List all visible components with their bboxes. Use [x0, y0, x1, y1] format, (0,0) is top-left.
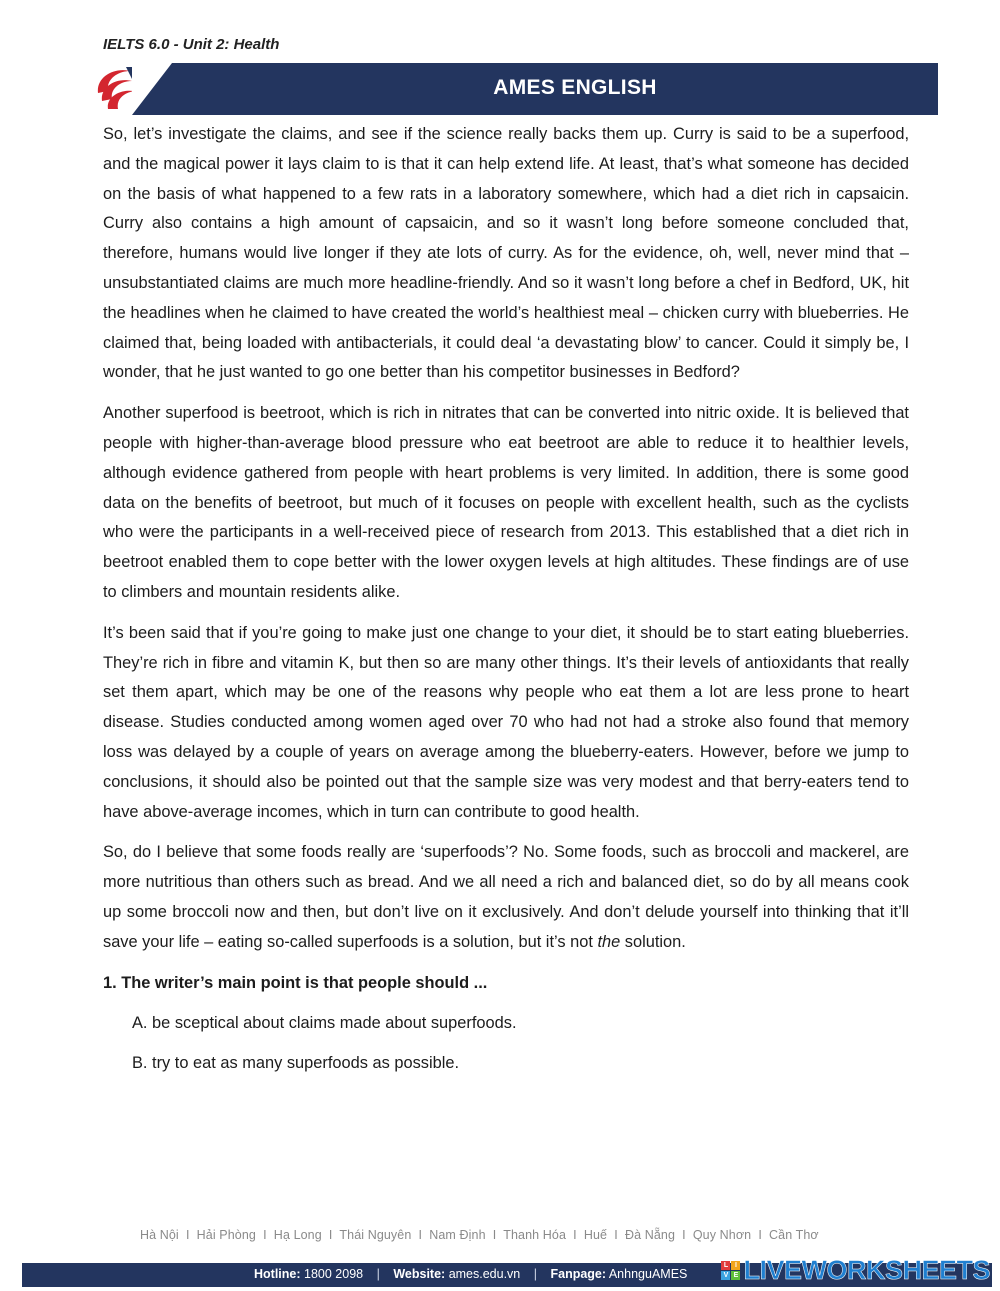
question-stem: 1. The writer’s main point is that people should ... — [103, 973, 488, 992]
footer-contact — [254, 1267, 687, 1281]
footer-cities: Hà Nội I Hải Phòng I Hạ Long I Thái Nguyên I Nam Định I Thanh Hóa I Huế I Đà Nẵng I Quy Nhơn I Cần Thơ — [140, 1228, 819, 1242]
paragraph-curry: So, let’s investigate the claims, and see if the science really backs them up. Curry is said to be a superfood, and the magical power it lays claim to is that it can help extend life. At least, that’s what someone has decided on the basis of what happened to a few rats in a laboratory somewhere, which had a diet rich in capsaicin. Curry also contains a high amount of capsaicin, and so it wasn’t long before someone concluded that, therefore, humans would live longer if they ate lots of curry. As for the evidence, oh, well, never mind that – unsubstantiated claims are much more headline-friendly. And so it wasn’t long before a chef in Bedford, UK, hit the headlines when he claimed to have created the world’s healthiest meal – chicken curry with blueberries. He claimed that, being loaded with antibacterials, it could deal ‘a devastating blow’ to cancer. Could it simply be, I wonder, that he just wanted to go one better than his competitor businesses in Bedford? — [103, 125, 909, 382]
answer-option-a[interactable]: A. be sceptical about claims made about superfoods. — [132, 1014, 517, 1033]
fanpage-label: Fanpage: — [550, 1267, 607, 1281]
badge-letter: V — [721, 1271, 730, 1280]
conclusion-text: So, do I believe that some foods really are ‘superfoods’? No. Some foods, such as broccoli and mackerel, are more nutritious than others such as bread. And we all need a rich and balanced diet, so do by all means cook up some broccoli now and then, but don’t live on it exclusively. And don’t delude yourself into thinking that it’ll save your life – eating so-called superfoods is a solution, but it’s not — [103, 843, 909, 951]
header-banner — [92, 63, 938, 115]
badge-letter: L — [721, 1261, 730, 1270]
answer-option-b[interactable]: B. try to eat as many superfoods as possible. — [132, 1054, 460, 1073]
footer-separator: | — [533, 1267, 537, 1281]
fanpage-link[interactable]: AnhnguAMES — [608, 1267, 688, 1281]
document-header-label: IELTS 6.0 - Unit 2: Health — [103, 36, 280, 53]
footer-separator: | — [376, 1267, 380, 1281]
conclusion-end: solution. — [620, 932, 686, 951]
badge-letter: E — [731, 1271, 740, 1280]
liveworksheets-badge-icon — [721, 1261, 740, 1280]
website-label: Website: — [393, 1267, 446, 1281]
liveworksheets-watermark — [721, 1253, 990, 1287]
hotline-label: Hotline: — [254, 1267, 301, 1281]
watermark-text: LIVEWORKSHEETS — [743, 1255, 990, 1285]
banner-title: AMES ENGLISH — [493, 76, 657, 99]
paragraph-beetroot: Another superfood is beetroot, which is rich in nitrates that can be converted into nitric oxide. It is believed that people with higher-than-average blood pressure who eat beetroot are able to reduce it to healthier levels, although evidence gathered from people with heart problems is very limited. In addition, there is some good data on the benefits of beetroot, but much of it focuses on people with excellent health, such as the cyclists who were the participants in a well-received piece of research from 2013. This established that a diet rich in beetroot enabled them to cope better with the lower oxygen levels at high altitudes. These findings are of use to climbers and mountain residents alike. — [103, 404, 909, 601]
hotline-number[interactable]: 1800 2098 — [304, 1267, 364, 1281]
paragraph-blueberries: It’s been said that if you’re going to make just one change to your diet, it should be to start eating blueberries. They’re rich in fibre and vitamin K, but then so are many other things. It’s their levels of antioxidants that really set them apart, which may be one of the reasons why people who eat them a lot are less prone to heart disease. Studies conducted among women aged over 70 who had not had a stroke also found that memory loss was delayed by a couple of years on average among the blueberry-eaters. However, before we jump to conclusions, it should also be pointed out that the sample size was very modest and that berry-eaters tend to have above-average incomes, which in turn can contribute to good health. — [103, 623, 909, 821]
article-content — [103, 120, 909, 1089]
badge-letter: I — [731, 1261, 740, 1270]
conclusion-emphasis: the — [597, 932, 621, 951]
website-link[interactable]: ames.edu.vn — [448, 1267, 521, 1281]
paragraph-conclusion — [103, 838, 909, 957]
